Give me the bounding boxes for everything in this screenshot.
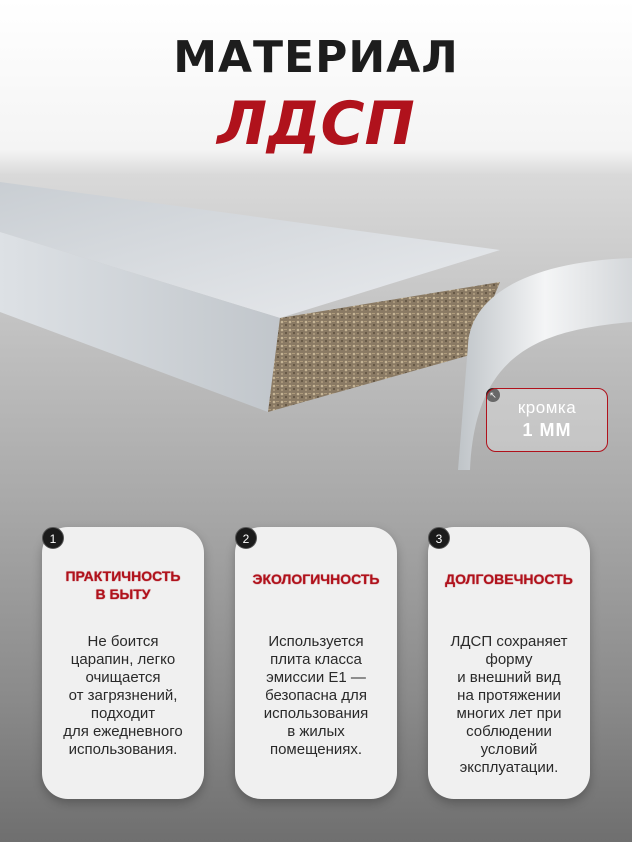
feature-title: ДОЛГОВЕЧНОСТЬ [445, 571, 573, 587]
feature-text: Используется плита класса эмиссии Е1 — безопасна для использования в жилых помещениях. [263, 633, 369, 758]
feature-title: ЭКОЛОГИЧНОСТЬ [252, 571, 380, 587]
feature-number-badge: 3 [428, 527, 450, 549]
title-material: МАТЕРИАЛ [173, 32, 459, 83]
feature-text: ЛДСП сохраняет форму и внешний вид на протяжении многих лет при соблюдении условий эксплуатации. [450, 633, 568, 776]
feature-number-badge: 2 [235, 527, 257, 549]
arrow-icon: ↖ [486, 388, 500, 402]
feature-title: ПРАКТИЧНОСТЬ В БЫТУ [65, 568, 181, 602]
feature-text: Не боится царапин, легко очищается от загрязнений, подходит для ежедневного использования. [63, 633, 183, 758]
feature-card-ecology [235, 527, 397, 799]
edge-callout-label: кромка [517, 398, 577, 417]
edge-callout-size: 1 ММ [522, 420, 572, 440]
feature-card-durability [428, 527, 590, 799]
feature-number-badge: 1 [42, 527, 64, 549]
edge-callout [486, 388, 608, 452]
title-ldsp: ЛДСП [217, 89, 415, 159]
feature-card-practical [42, 527, 204, 799]
